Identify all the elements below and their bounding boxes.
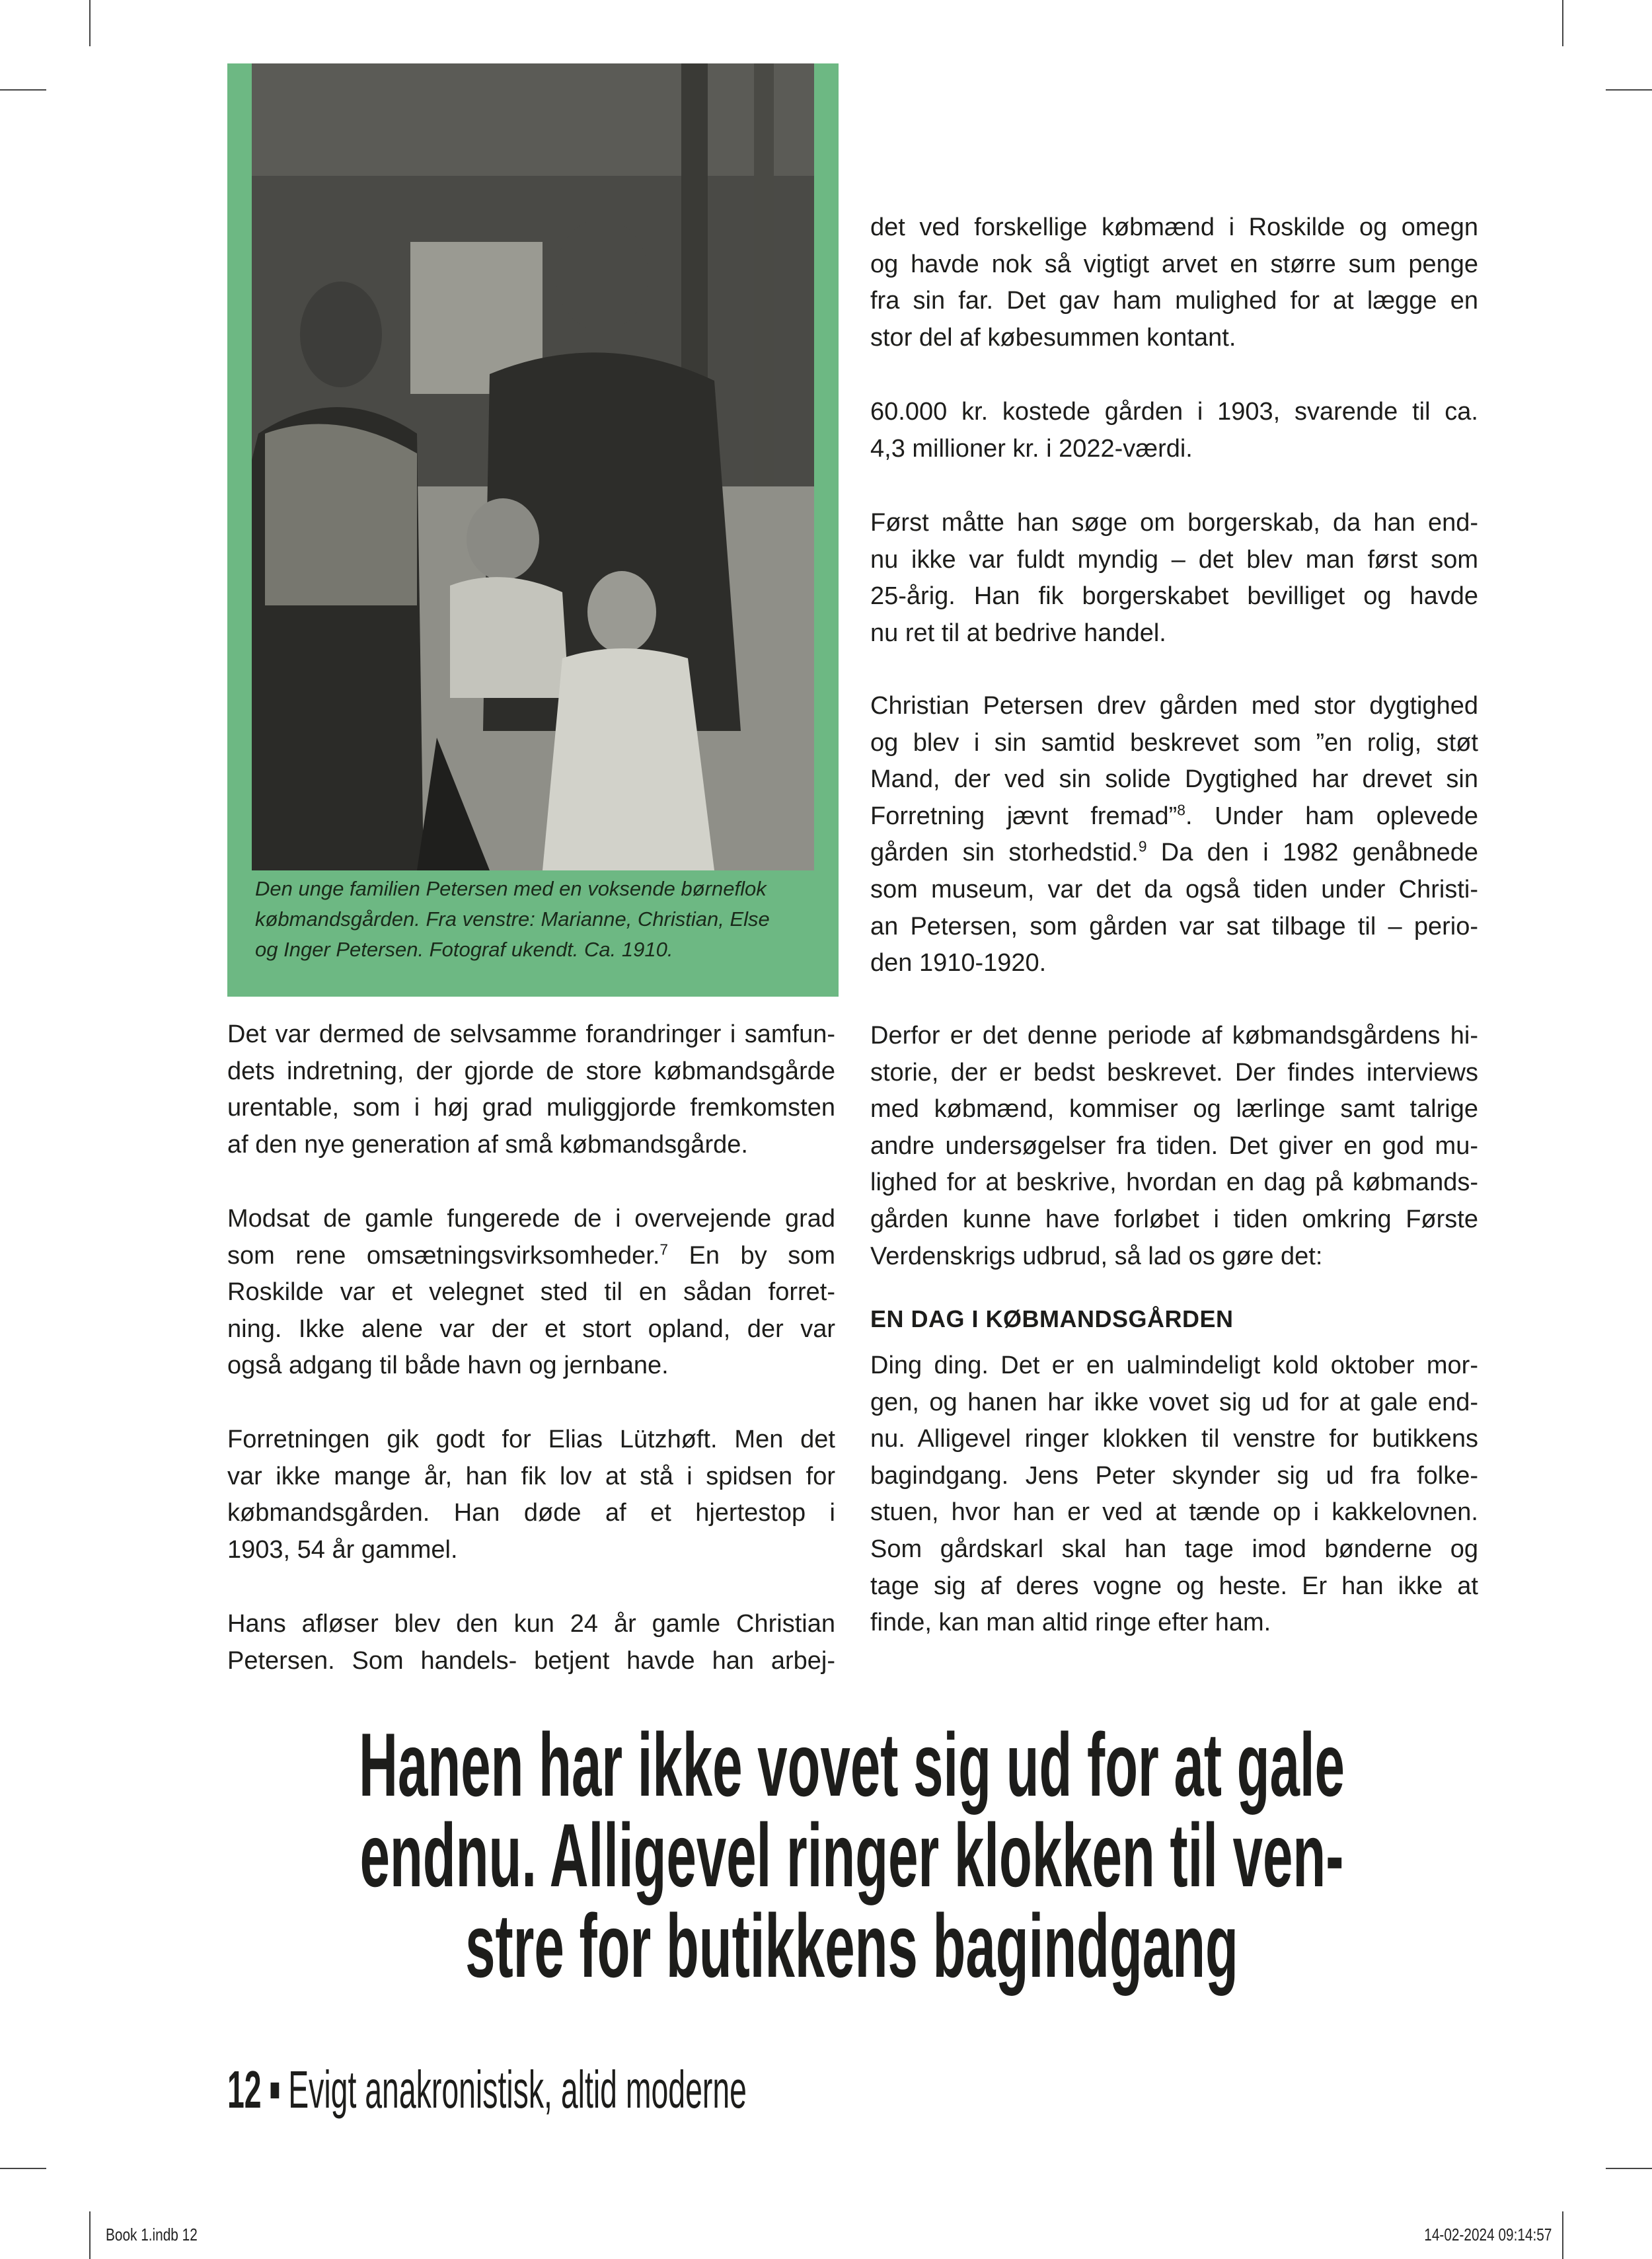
pull-quote-line: Hanen har ikke vovet sig ud for at gale [359,1714,1345,1815]
text-line: med købmænd, kommiser og lærlinge samt talrige [870,1095,1478,1124]
crop-mark [89,0,91,46]
text-line [870,835,1478,872]
text-line: nu. Alligevel ringer klokken til venstre for butikkens [870,1425,1478,1453]
caption-line: Den unge familien Petersen med en voksende børneflok [255,877,767,900]
crop-mark [0,2168,46,2169]
text-line: Det var dermed de selvsamme forandringer i samfun- [227,1020,835,1048]
crop-mark [1606,2168,1652,2169]
paragraph [227,1422,835,1568]
paragraph [870,210,1478,356]
text-line: nu ret til at bedrive handel. [870,619,1166,647]
paragraph [870,394,1478,467]
book-title: Evigt anakronistisk, altid moderne [288,2060,747,2119]
text-line: andre undersøgelser fra tiden. Det giver en god mu- [870,1131,1478,1160]
text: . Under ham oplevede [1185,802,1478,830]
paragraph [870,1018,1478,1275]
text-line: ning. Ikke alene var der et stort opland, der var [227,1315,835,1343]
paragraph [227,1201,835,1385]
text-line: Mand, der ved sin solide Dygtighed har drevet sin [870,765,1478,794]
text-line: Ding ding. Det er en ualmindeligt kold oktober mor- [870,1352,1478,1379]
text: Da den i 1982 genåbnede [1146,839,1478,867]
family-photo [252,63,814,870]
text-line: Modsat de gamle fungerede de i overvejende grad [227,1205,835,1233]
text-line: som museum, var det da også tiden under Christi- [870,875,1478,903]
text: gården sin storhedstid. [870,839,1139,867]
text-line: og blev i sin samtid beskrevet som ”en rolig, støt [870,728,1478,757]
footnote-ref[interactable]: 8 [1177,801,1185,819]
crop-mark [1562,0,1563,46]
text: som rene omsætningsvirksomheder. [227,1241,660,1270]
photo-caption-box [227,63,839,997]
text-line: Derfor er det denne periode af købmandsgårdens hi- [870,1022,1478,1050]
paragraph [870,505,1478,652]
text-line: 25-årig. Han fik borgerskabet bevilliget og havde [870,582,1478,611]
paragraph [870,1348,1478,1642]
pull-quote-line: endnu. Alligevel ringer klokken til ven- [359,1805,1344,1905]
text-line: Forretningen gik godt for Elias Lützhøft. Men det [227,1426,835,1453]
section-heading: EN DAG I KØBMANDSGÅRDEN [870,1305,1234,1332]
pull-quote [0,1714,1652,1996]
text-line: den 1910-1920. [870,949,1047,977]
text-line: nu ikke var fuldt myndig – det blev man først som [870,545,1478,574]
text-line: Som gårdskarl skal han tage imod bønderne og [870,1535,1478,1563]
text-line: 60.000 kr. kostede gården i 1903, svarende til ca. [870,398,1478,426]
text: Forretning jævnt fremad” [870,802,1178,830]
crop-mark [1562,2211,1563,2259]
footnote-ref[interactable]: 7 [659,1240,669,1258]
text-line: også adgang til både havn og jernbane. [227,1352,669,1380]
text-line: Først måtte han søge om borgerskab, da han end- [870,509,1478,537]
text-line: købmandsgården. Han døde af et hjertestop i [227,1499,835,1527]
paragraph [227,1606,835,1679]
text-line: storie, der er bedst beskrevet. Der findes interviews [870,1058,1478,1087]
paragraph [227,1016,835,1163]
text: En by som [668,1241,835,1270]
slug-timestamp: 14-02-2024 09:14:57 [1423,2225,1552,2244]
text-line [870,798,1478,835]
crop-mark [89,2211,91,2259]
text-line: an Petersen, som gården var sat tilbage til – perio- [870,912,1478,940]
page-number: 12 [227,2060,262,2119]
text-line [227,1238,835,1275]
text-line: finde, kan man altid ringe efter ham. [870,1609,1271,1637]
text-line: Petersen. Som handels- betjent havde han arbej- [227,1646,835,1675]
text-line: fra sin far. Det gav ham mulighed for at lægge en [870,287,1478,315]
text-line: og havde nok så vigtigt arvet en større sum penge [870,250,1478,278]
text-line: urentable, som i høj grad muliggjorde fremkomsten [227,1094,835,1122]
text-line: Hans afløser blev den kun 24 år gamle Christian [227,1610,835,1638]
text-line: 1903, 54 år gammel. [227,1535,458,1564]
text-line: Verdenskrigs udbrud, så lad os gøre det: [870,1242,1323,1270]
running-footer [227,2062,747,2118]
text-line: tage sig af deres vogne og heste. Er han ikke at [870,1572,1478,1600]
text-line: Roskilde var et velegnet sted til en sådan forret- [227,1278,835,1307]
photo-caption [255,874,823,965]
text-line: af den nye generation af små købmandsgårde. [227,1130,748,1159]
text-line: gen, og hanen har ikke vovet sig ud for at gale end- [870,1388,1478,1416]
text-line: var ikke mange år, han fik lov at stå i spidsen for [227,1462,835,1490]
crop-mark [0,89,46,91]
pull-quote-line: stre for butikkens bagindgang [465,1895,1238,1996]
slug-file: Book 1.indb 12 [106,2225,198,2244]
text-line: det ved forskellige købmænd i Roskilde og omegn [870,213,1478,241]
footnote-ref[interactable]: 9 [1138,837,1147,855]
text-line: stuen, hvor han er ved at tænde op i kakkelovnen. [870,1498,1478,1527]
crop-mark [1606,89,1652,91]
text-line: lighed for at beskrive, hvordan en dag på købmands- [870,1168,1478,1197]
text-line: stor del af købesummen kontant. [870,323,1236,352]
paragraph [870,688,1478,982]
text-line: Christian Petersen drev gården med stor dygtighed [870,692,1478,720]
square-bullet-icon [271,2083,280,2098]
caption-line: købmandsgården. Fra venstre: Marianne, Christian, Else [255,907,770,931]
caption-line: og Inger Petersen. Fotograf ukendt. Ca. 1910. [255,938,673,961]
text-line: dets indretning, der gjorde de store købmandsgårde [227,1057,835,1085]
text-line: bagindgang. Jens Peter skynder sig ud fra folke- [870,1461,1478,1490]
text-line: 4,3 millioner kr. i 2022-værdi. [870,434,1193,463]
text-line: gården kunne have forløbet i tiden omkring Første [870,1205,1478,1233]
